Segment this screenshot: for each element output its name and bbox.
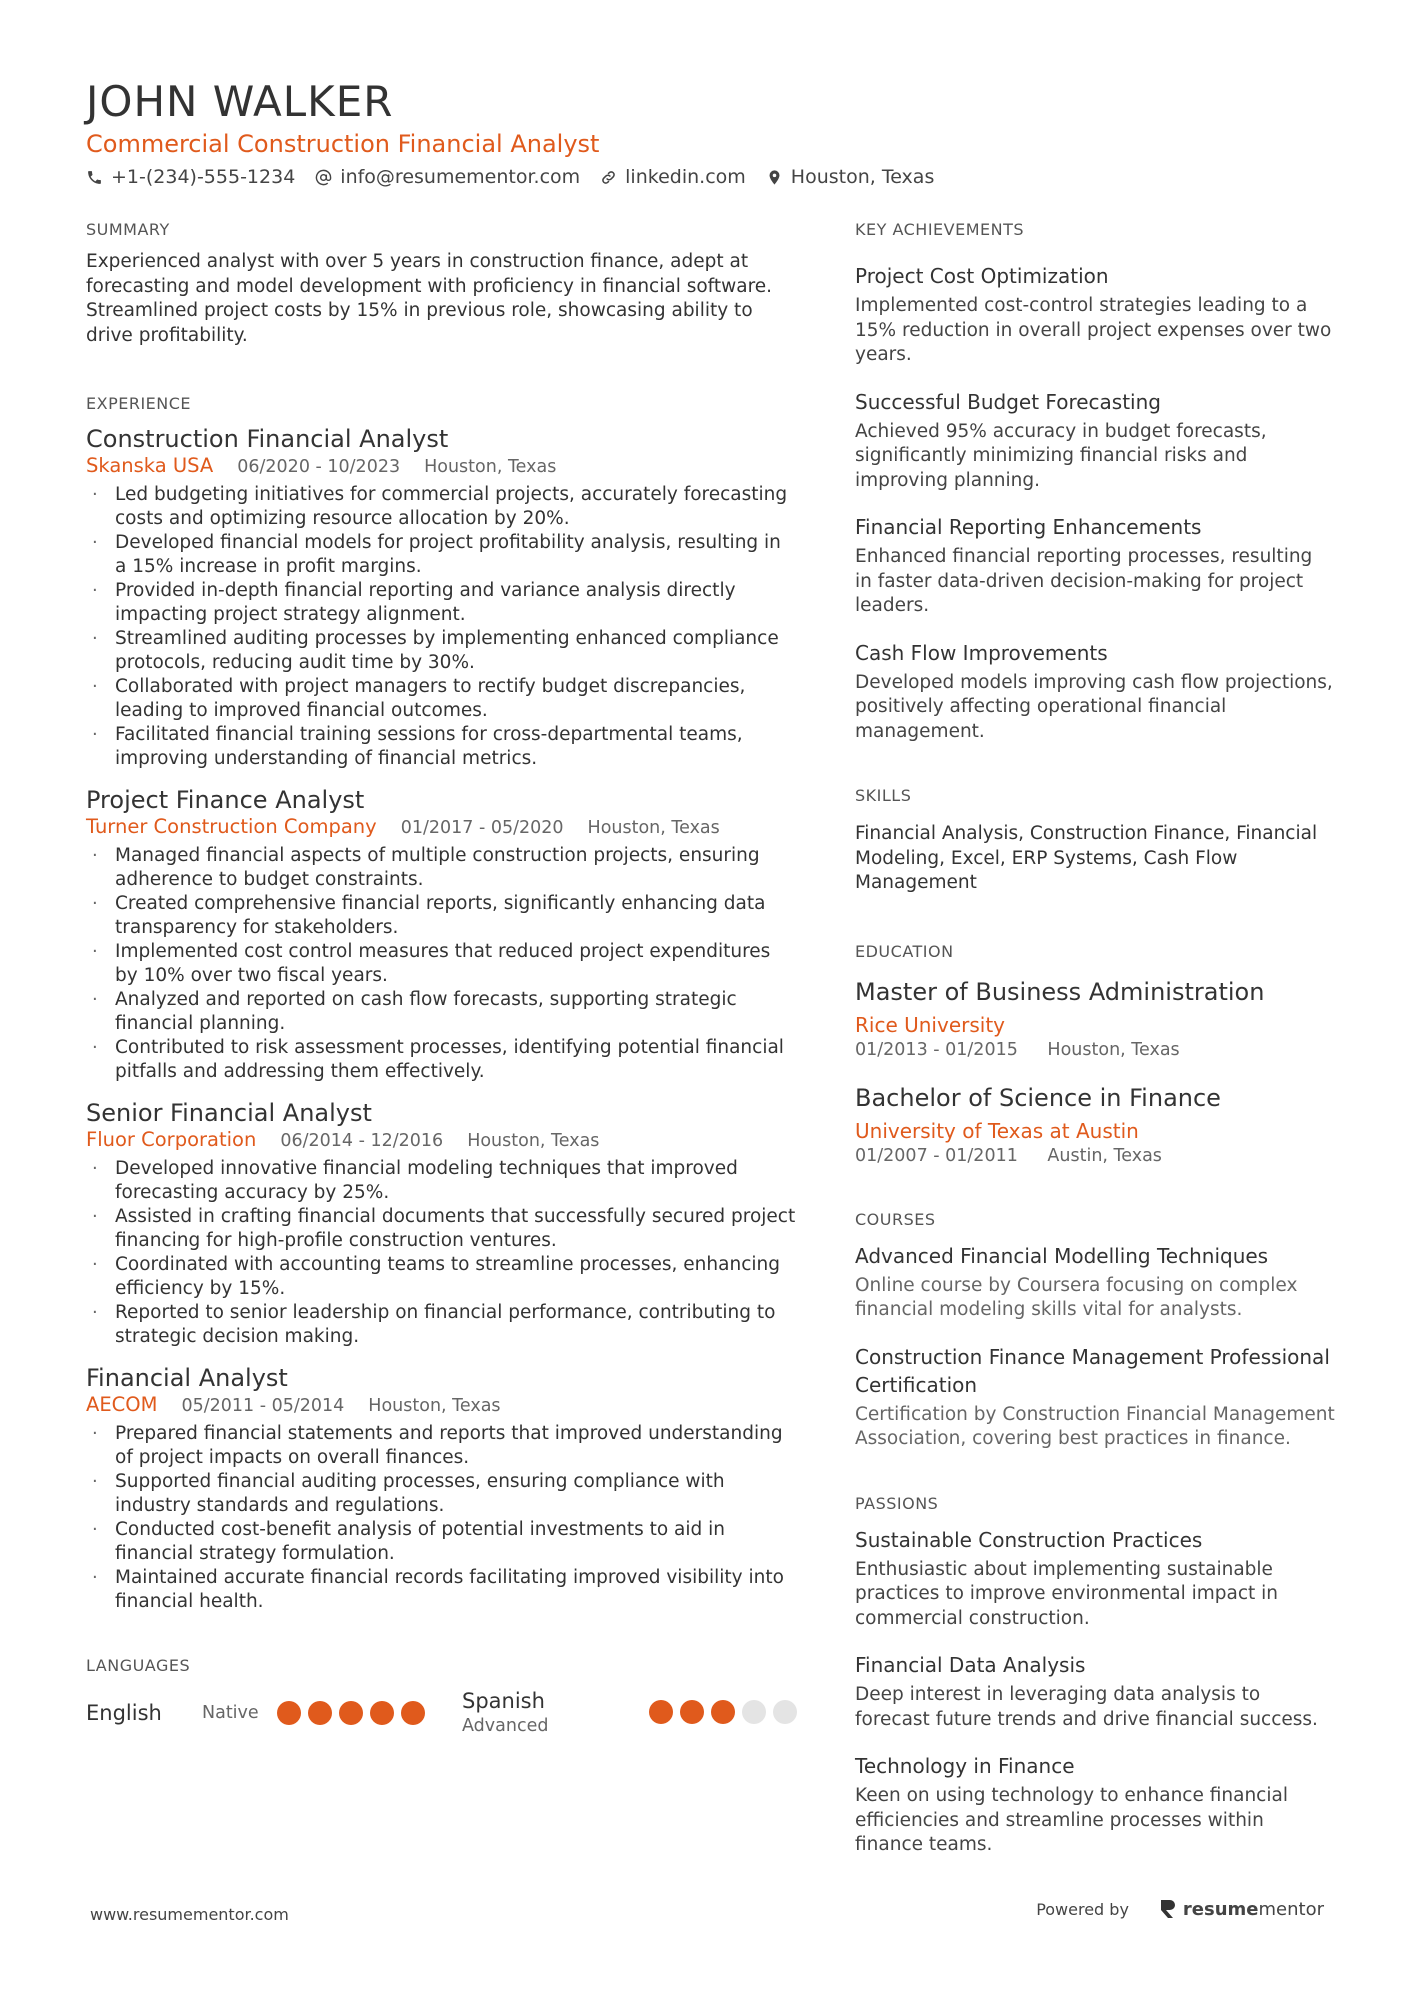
course-desc: Certification by Construction Financial Management Association, covering best practices in finance. — [855, 1403, 1335, 1449]
candidate-name: JOHN WALKER — [86, 77, 394, 126]
language-name: Spanish — [462, 1689, 545, 1713]
email-text[interactable]: info@resumementor.com — [340, 166, 581, 188]
achievement-desc: Implemented cost-control strategies leading to a 15% reduction in overall project expenses over two years. — [855, 295, 1332, 365]
passion-title: Technology in Finance — [855, 1754, 1075, 1778]
achievement-item — [855, 639, 1335, 745]
job-entry — [86, 785, 798, 1084]
phone-text: +1-(234)-555-1234 — [111, 166, 296, 188]
passion-title: Financial Data Analysis — [855, 1653, 1086, 1677]
job-dates: 05/2011 - 05/2014 — [181, 1396, 345, 1416]
language-rating — [649, 1700, 797, 1724]
brand-mark-icon — [1159, 1898, 1177, 1920]
job-title: Senior Financial Analyst — [86, 1099, 372, 1127]
job-entry — [86, 1098, 798, 1349]
achievement-desc: Achieved 95% accuracy in budget forecasts, significantly minimizing financial risks and improving planning. — [855, 420, 1267, 491]
section-title: COURSES — [855, 1209, 936, 1229]
job-bullet: · Analyzed and reported on cash flow forecasts, supporting strategic financial planning. — [86, 988, 798, 1036]
job-bullet: · Coordinated with accounting teams to streamline processes, enhancing efficiency by 15%. — [86, 1253, 798, 1301]
section-title: KEY ACHIEVEMENTS — [855, 220, 1025, 239]
section-title: SKILLS — [855, 786, 912, 805]
job-bullet: · Reported to senior leadership on financial performance, contributing to strategic decision making. — [86, 1301, 798, 1349]
job-bullet: · Led budgeting initiatives for commercial projects, accurately forecasting costs and optimizing resource allocation by 20%. — [86, 483, 798, 531]
job-bullets — [86, 1422, 798, 1614]
job-meta — [86, 454, 798, 479]
passion-title: Sustainable Construction Practices — [855, 1527, 1203, 1552]
rating-dot-filled — [401, 1701, 425, 1725]
passions-section — [855, 1492, 1335, 1858]
job-meta — [86, 1128, 798, 1153]
language-item — [86, 1688, 462, 1738]
language-level: Native — [202, 1703, 259, 1723]
course-title: Construction Finance Management Professional Certification — [855, 1344, 1330, 1397]
job-location: Houston, Texas — [467, 1131, 600, 1151]
achievement-title: Project Cost Optimization — [855, 264, 1109, 288]
passion-desc: Deep interest in leveraging data analysis to forecast future trends and drive financial success. — [855, 1684, 1318, 1730]
job-bullet: · Implemented cost control measures that reduced project expenditures by 10% over two fiscal years. — [86, 940, 798, 988]
job-bullet: · Streamlined auditing processes by implementing enhanced compliance protocols, reducing audit time by 30%. — [86, 627, 798, 675]
language-rating — [277, 1701, 425, 1725]
education-location: Austin, Texas — [1047, 1145, 1162, 1166]
education-dates: 01/2007 - 01/2011 — [855, 1145, 1018, 1166]
language-item — [462, 1688, 797, 1738]
contact-linkedin[interactable] — [600, 166, 746, 188]
job-bullet: · Conducted cost-benefit analysis of potential investments to aid in financial strategy formulation. — [86, 1518, 798, 1566]
job-bullet: · Created comprehensive financial reports, significantly enhancing data transparency for stakeholders. — [86, 892, 798, 940]
language-name: English — [86, 1701, 162, 1725]
footer-website[interactable]: www.resumementor.com — [90, 1905, 289, 1924]
passion-item — [855, 1651, 1335, 1732]
education-item — [855, 976, 1335, 1062]
job-dates: 06/2014 - 12/2016 — [280, 1131, 444, 1151]
achievement-item — [855, 388, 1335, 494]
contact-bar — [86, 166, 1326, 188]
job-company: Fluor Corporation — [86, 1128, 257, 1151]
job-bullet: · Contributed to risk assessment processes, identifying potential financial pitfalls and addressing them effectively. — [86, 1036, 798, 1084]
section-title: EXPERIENCE — [86, 394, 192, 413]
education-section — [855, 940, 1335, 1168]
job-bullet: · Provided in-depth financial reporting and variance analysis directly impacting project strategy alignment. — [86, 579, 798, 627]
education-location: Houston, Texas — [1047, 1039, 1180, 1060]
job-bullets — [86, 844, 798, 1084]
education-meta — [855, 1144, 1335, 1168]
section-title: LANGUAGES — [86, 1656, 191, 1675]
languages-list — [86, 1688, 798, 1738]
passion-desc: Keen on using technology to enhance financial efficiencies and streamline processes within finance teams. — [855, 1785, 1288, 1855]
contact-email[interactable] — [315, 166, 580, 188]
left-column — [86, 218, 798, 1738]
brand-bold: resume — [1182, 1898, 1259, 1920]
course-item — [855, 1242, 1335, 1323]
passion-item — [855, 1752, 1335, 1858]
education-meta — [855, 1038, 1335, 1062]
rating-dot-filled — [308, 1701, 332, 1725]
job-bullet: · Developed financial models for project profitability analysis, resulting in a 15% increase in profit margins. — [86, 531, 798, 579]
location-text: Houston, Texas — [790, 166, 935, 188]
rating-dot-filled — [680, 1700, 704, 1724]
job-bullets — [86, 1157, 798, 1349]
rating-dot-empty — [773, 1700, 797, 1724]
section-title: PASSIONS — [855, 1493, 939, 1513]
job-bullet: · Collaborated with project managers to rectify budget discrepancies, leading to improved financial outcomes. — [86, 675, 798, 723]
job-bullets — [86, 483, 798, 771]
at-icon — [315, 169, 332, 186]
phone-icon — [86, 169, 103, 186]
brand-logo[interactable] — [1159, 1898, 1324, 1920]
job-bullet: · Developed innovative financial modeling techniques that improved forecasting accuracy by 25%. — [86, 1157, 798, 1205]
achievement-title: Financial Reporting Enhancements — [855, 515, 1202, 539]
courses-section — [855, 1208, 1335, 1452]
link-icon — [600, 169, 617, 186]
skills-text: Financial Analysis, Construction Finance, Financial Modeling, Excel, ERP Systems, Cash Flow Management — [855, 823, 1318, 893]
job-title: Project Finance Analyst — [86, 786, 365, 814]
candidate-role: Commercial Construction Financial Analyst — [86, 130, 600, 158]
rating-dot-filled — [711, 1700, 735, 1724]
education-dates: 01/2013 - 01/2015 — [855, 1039, 1018, 1060]
experience-section — [86, 392, 798, 1614]
job-dates: 01/2017 - 05/2020 — [400, 818, 564, 838]
location-pin-icon — [766, 169, 783, 186]
education-item — [855, 1082, 1335, 1168]
achievements-section — [855, 218, 1335, 744]
rating-dot-filled — [277, 1701, 301, 1725]
summary-section — [86, 218, 798, 348]
job-meta — [86, 1393, 798, 1418]
achievement-desc: Developed models improving cash flow projections, positively affecting operational financial management. — [855, 671, 1333, 742]
rating-dot-filled — [649, 1700, 673, 1724]
achievement-item — [855, 262, 1335, 368]
job-title: Construction Financial Analyst — [86, 425, 449, 453]
education-degree: Master of Business Administration — [855, 977, 1265, 1006]
powered-by-text: Powered by — [1036, 1899, 1129, 1919]
section-title: SUMMARY — [86, 220, 170, 239]
language-text — [462, 1688, 548, 1738]
contact-location — [766, 166, 935, 188]
job-entry — [86, 1363, 798, 1614]
education-school: Rice University — [855, 1012, 1005, 1037]
rating-dot-empty — [742, 1700, 766, 1724]
achievement-item — [855, 513, 1335, 619]
education-degree: Bachelor of Science in Finance — [855, 1083, 1221, 1112]
rating-dot-filled — [370, 1701, 394, 1725]
brand-thin: mentor — [1258, 1898, 1324, 1920]
job-location: Houston, Texas — [424, 457, 557, 477]
achievement-title: Successful Budget Forecasting — [855, 389, 1161, 414]
achievement-desc: Enhanced financial reporting processes, resulting in faster data-driven decision-making for project leaders. — [855, 546, 1313, 616]
linkedin-text[interactable]: linkedin.com — [625, 166, 746, 188]
job-bullet: · Supported financial auditing processes, ensuring compliance with industry standards and regulations. — [86, 1470, 798, 1518]
course-title: Advanced Financial Modelling Techniques — [855, 1243, 1269, 1268]
job-entry — [86, 424, 798, 771]
job-company: Turner Construction Company — [86, 815, 377, 838]
language-level: Advanced — [462, 1716, 549, 1736]
job-bullet: · Managed financial aspects of multiple construction projects, ensuring adherence to budget constraints. — [86, 844, 798, 892]
section-title: EDUCATION — [855, 941, 954, 961]
job-meta — [86, 815, 798, 840]
job-bullet: · Facilitated financial training sessions for cross-departmental teams, improving understanding of financial metrics. — [86, 723, 798, 771]
passion-desc: Enthusiastic about implementing sustainable practices to improve environmental impact in commercial construction. — [855, 1558, 1278, 1629]
contact-phone — [86, 166, 295, 188]
job-title: Financial Analyst — [86, 1364, 288, 1392]
course-item — [855, 1343, 1335, 1452]
job-location: Houston, Texas — [587, 818, 720, 838]
passion-item — [855, 1526, 1335, 1632]
job-bullet: · Assisted in crafting financial documents that successfully secured project financing for high-profile construction ventures. — [86, 1205, 798, 1253]
job-dates: 06/2020 - 10/2023 — [237, 457, 401, 477]
resume-header — [86, 76, 1326, 188]
achievement-title: Cash Flow Improvements — [855, 640, 1108, 665]
job-bullet: · Prepared financial statements and reports that improved understanding of project impacts on overall finances. — [86, 1422, 798, 1470]
right-column — [855, 218, 1335, 1858]
job-bullet: · Maintained accurate financial records facilitating improved visibility into financial health. — [86, 1566, 798, 1614]
skills-section — [855, 784, 1335, 896]
job-company: Skanska USA — [86, 454, 214, 477]
education-school: University of Texas at Austin — [855, 1118, 1139, 1143]
job-location: Houston, Texas — [368, 1396, 501, 1416]
course-desc: Online course by Coursera focusing on complex financial modeling skills vital for analysts. — [855, 1274, 1298, 1320]
job-company: AECOM — [86, 1393, 158, 1416]
summary-text: Experienced analyst with over 5 years in construction finance, adept at forecasting and model development with proficiency in financial software. Streamlined project costs by 15% in previous role, showcasing ability to drive profitability. — [86, 251, 773, 346]
languages-section — [86, 1654, 798, 1738]
footer-powered — [1036, 1898, 1324, 1920]
rating-dot-filled — [339, 1701, 363, 1725]
